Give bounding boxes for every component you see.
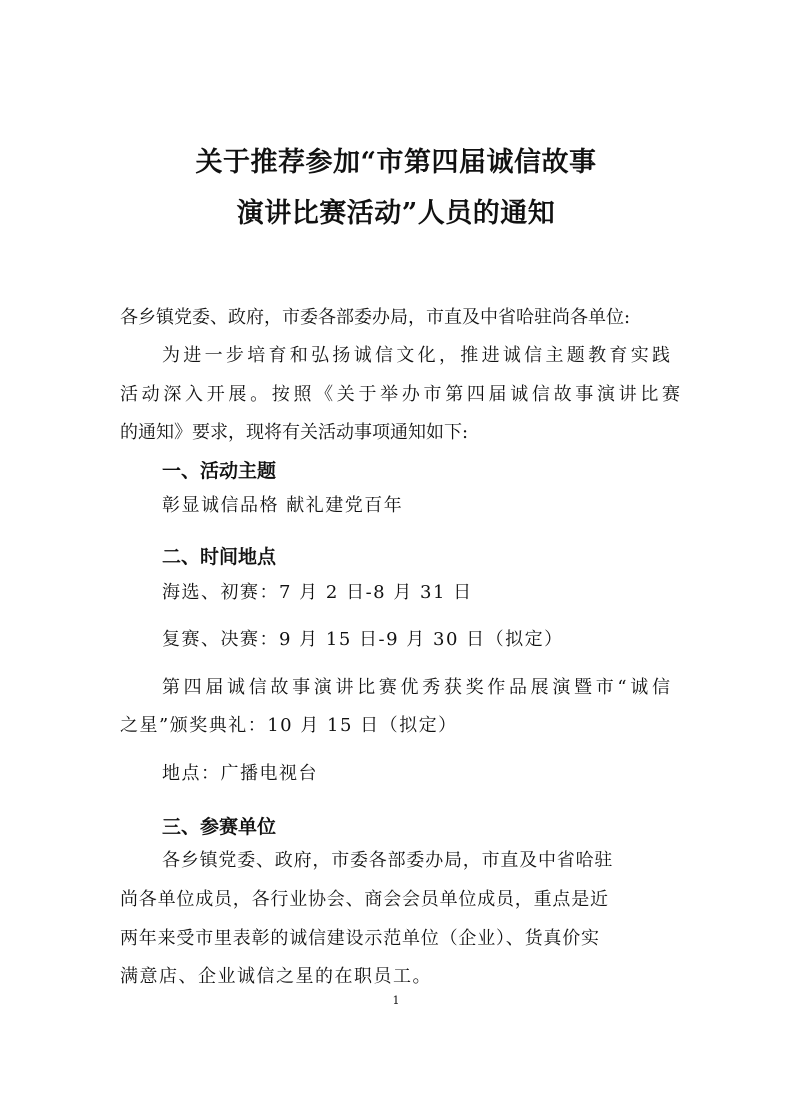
- document-title-line-2: 演讲比赛活动”人员的通知: [236, 198, 556, 229]
- section-2-heading: 二、时间地点: [162, 546, 277, 568]
- document-title-line-1: 关于推荐参加“市第四届诚信故事: [195, 147, 597, 178]
- salutation: 各乡镇党委、政府，市委各部委办局，市直及中省哈驻尚各单位:: [120, 307, 631, 328]
- ceremony-line-2: 之星”颁奖典礼：10 月 15 日（拟定）: [120, 715, 458, 736]
- participants-line-3: 两年来受市里表彰的诚信建设示范单位（企业）、货真价实: [120, 928, 600, 949]
- final-date: 复赛、决赛：9 月 15 日-9 月 30 日（拟定）: [162, 629, 564, 650]
- participants-line-2: 尚各单位成员，各行业协会、商会会员单位成员，重点是近: [120, 889, 609, 910]
- participants-line-4: 满意店、企业诚信之星的在职员工。: [120, 966, 432, 987]
- intro-paragraph-line-2: 活动深入开展。按照《关于举办市第四届诚信故事演讲比赛: [120, 384, 680, 405]
- ceremony-line-1: 第四届诚信故事演讲比赛优秀获奖作品展演暨市“诚信: [162, 677, 670, 698]
- section-1-heading: 一、活动主题: [162, 460, 277, 482]
- section-3-heading: 三、参赛单位: [162, 816, 277, 838]
- page-number: 1: [392, 994, 400, 1007]
- preliminary-date: 海选、初赛：7 月 2 日-8 月 31 日: [162, 582, 473, 603]
- participants-line-1: 各乡镇党委、政府，市委各部委办局，市直及中省哈驻: [162, 850, 614, 871]
- event-location: 地点：广播电视台: [162, 763, 318, 784]
- intro-paragraph-line-1: 为进一步培育和弘扬诚信文化，推进诚信主题教育实践: [162, 345, 670, 366]
- section-1-content: 彰显诚信品格 献礼建党百年: [162, 495, 404, 516]
- intro-paragraph-line-3: 的通知》要求，现将有关活动事项通知如下:: [120, 422, 469, 443]
